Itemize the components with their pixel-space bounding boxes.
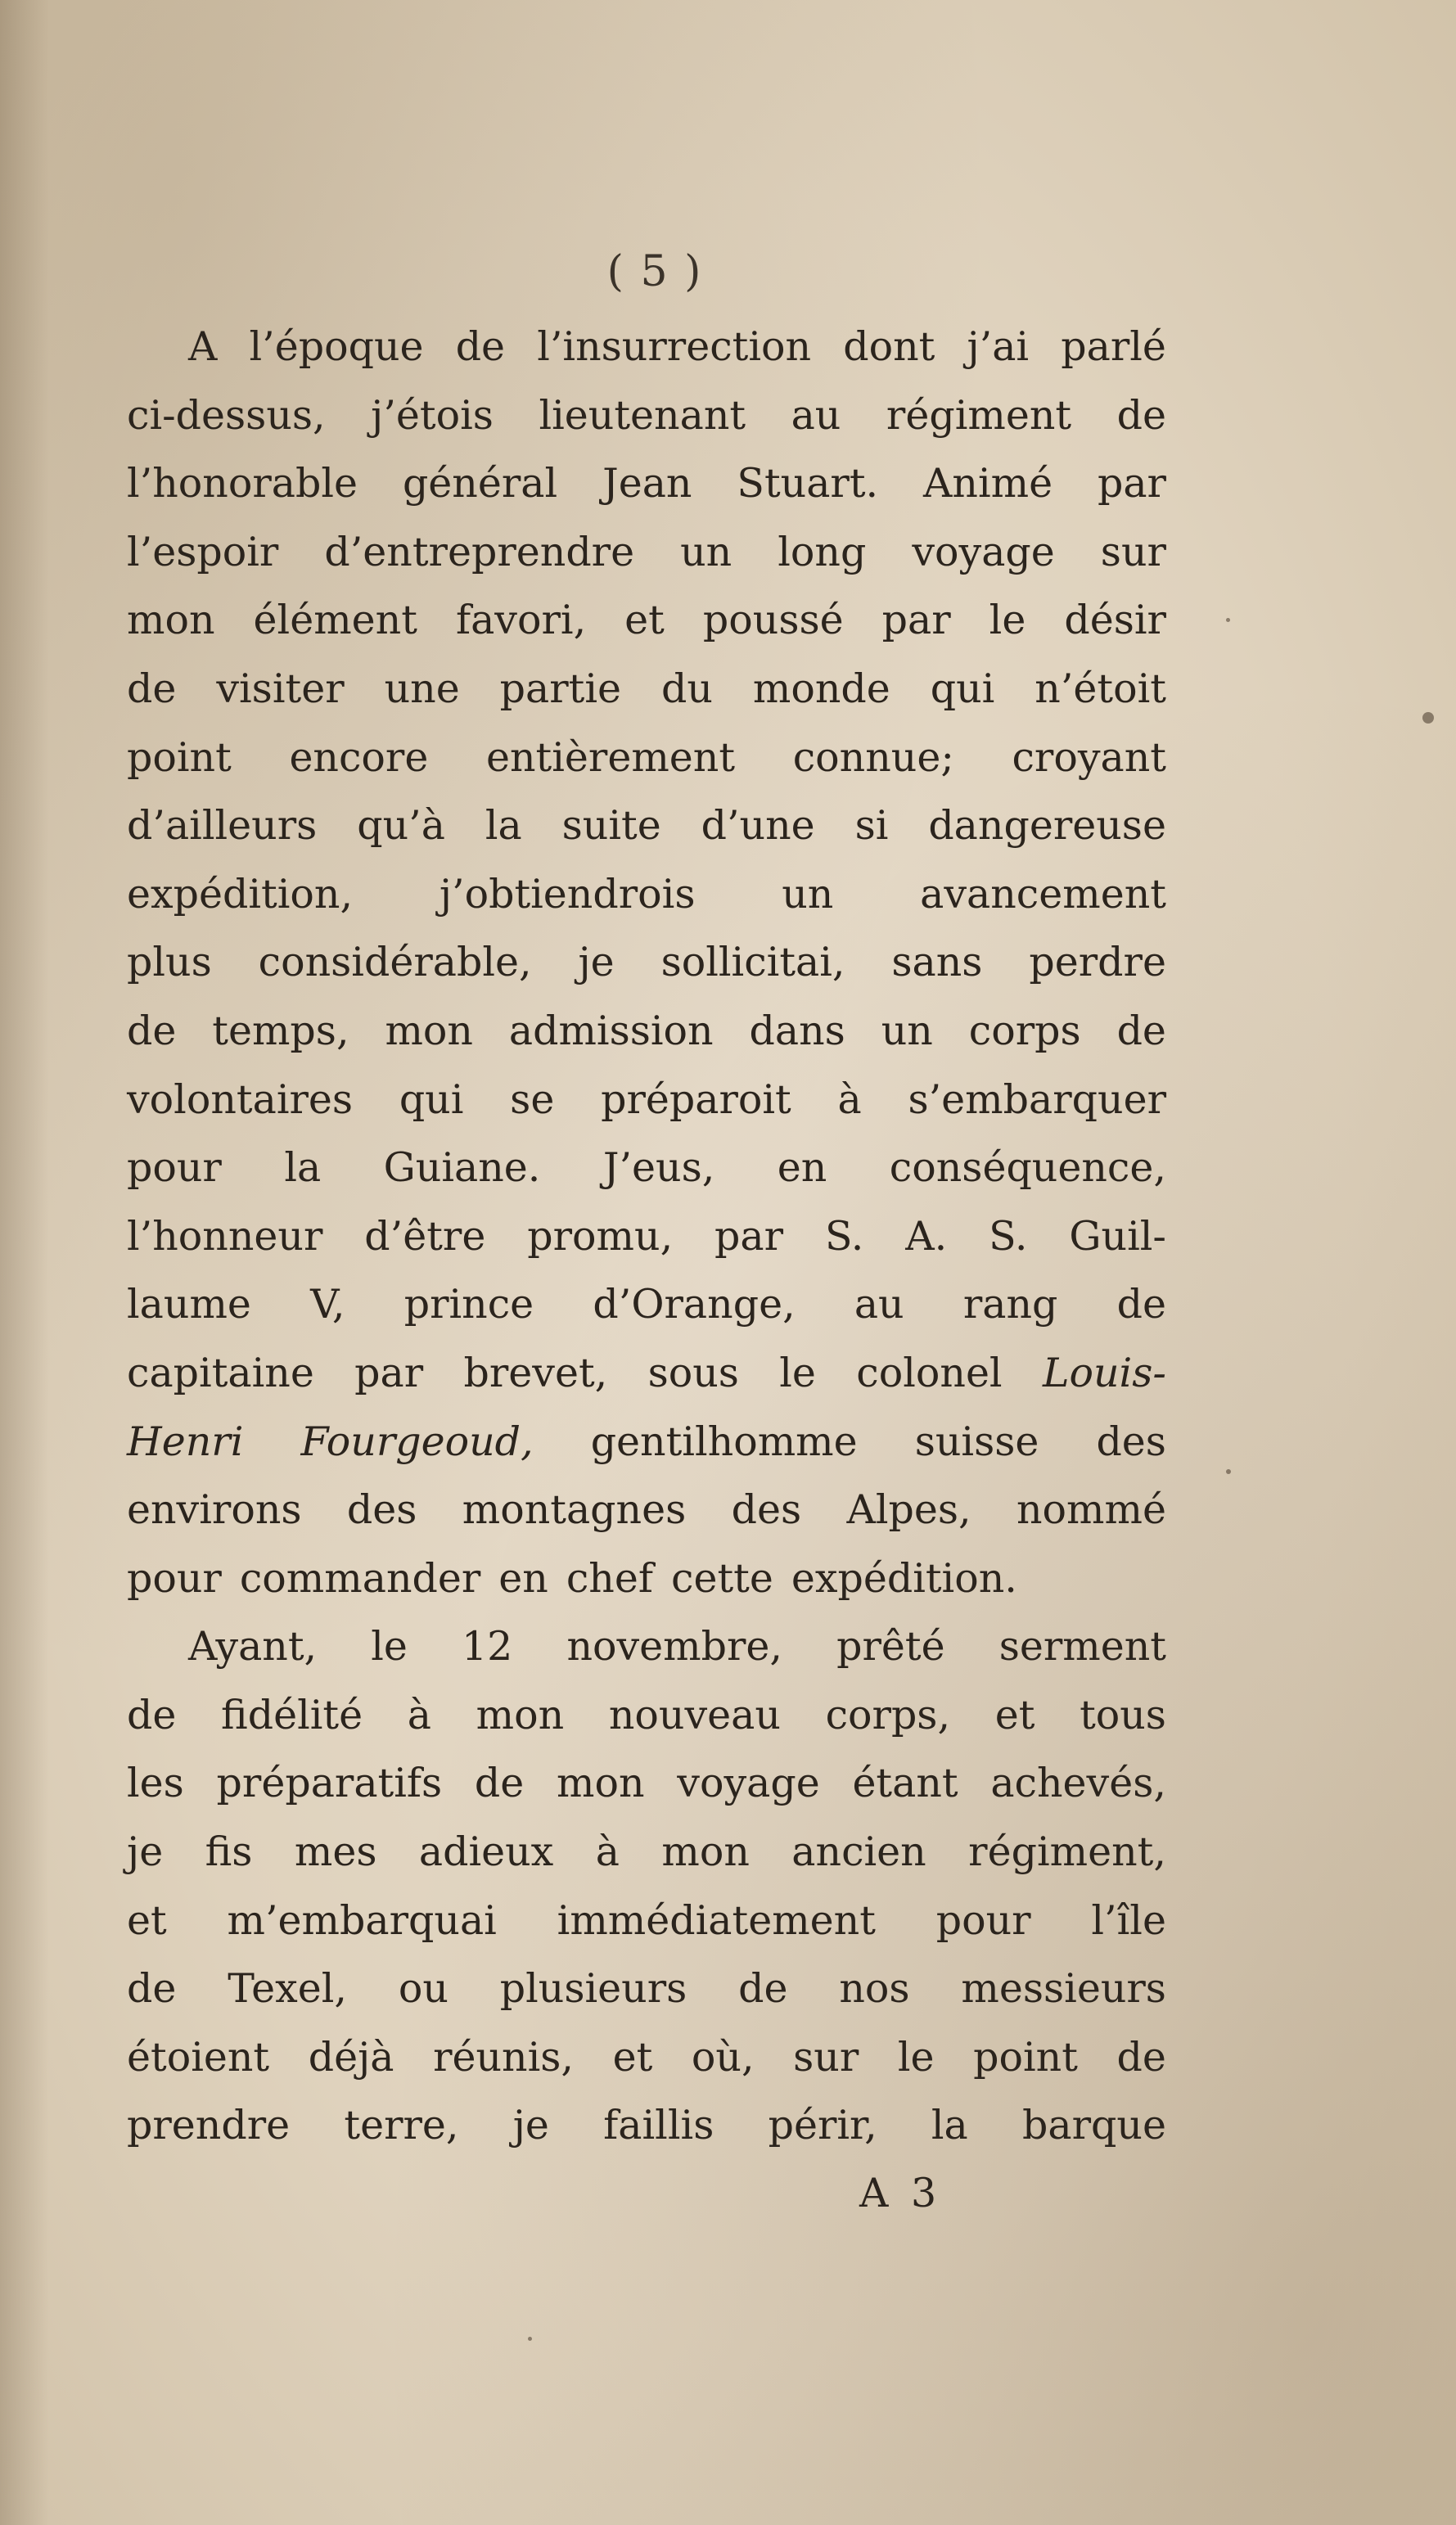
word: capitaine (127, 1349, 314, 1396)
word: la (931, 2102, 968, 2149)
word: adieux (418, 1828, 554, 1876)
text-line (127, 1476, 1166, 1544)
word: j’étois (371, 391, 494, 439)
word: rang (962, 1281, 1058, 1328)
page-number: ( 5 ) (606, 247, 703, 296)
word: Guiane. (383, 1144, 541, 1192)
word: mon (385, 1007, 473, 1054)
text-line (127, 928, 1166, 997)
word: Animé (923, 460, 1053, 507)
word: ancien (791, 1828, 926, 1876)
word: mon (476, 1691, 565, 1738)
word: s’embarquer (908, 1075, 1166, 1123)
text-line (127, 1066, 1166, 1134)
word: nouveau (608, 1691, 781, 1738)
word: du (660, 665, 713, 712)
word: connue; (792, 733, 954, 781)
word: l’honneur (127, 1212, 323, 1260)
word: V, (310, 1281, 345, 1328)
word: qui (930, 665, 995, 712)
word: cette (671, 1554, 773, 1602)
word: je (578, 939, 615, 986)
word: par (881, 597, 951, 644)
text-line (127, 381, 1166, 450)
word: messieurs (961, 1965, 1166, 2013)
word: j’obtiendrois (439, 870, 696, 918)
word: de (127, 665, 177, 712)
text-line (127, 791, 1166, 860)
word: plus (127, 939, 212, 986)
word: parlé (1061, 323, 1166, 370)
word: à (595, 1828, 620, 1876)
word: de (127, 1965, 177, 2013)
word: ci-dessus, (127, 391, 326, 439)
word: l’espoir (127, 528, 279, 575)
word: je (512, 2102, 549, 2149)
word: l’honorable (127, 460, 358, 507)
word: colonel (856, 1349, 1003, 1396)
word: Ayant, (188, 1623, 318, 1671)
text-line (127, 586, 1166, 655)
word: de (455, 323, 506, 370)
word: en (777, 1144, 827, 1192)
word: considérable, (258, 939, 532, 986)
word: commander (239, 1554, 481, 1602)
word: lieutenant (539, 391, 746, 439)
word: poussé (702, 597, 844, 644)
text-line (127, 313, 1166, 381)
word: suisse (914, 1418, 1039, 1465)
word: J’eus, (602, 1144, 715, 1192)
word: expédition, (127, 870, 354, 918)
page-edge-shadow (0, 0, 49, 2525)
word: des (1096, 1418, 1166, 1465)
word: fidélité (221, 1691, 363, 1738)
word: S. (824, 1212, 864, 1260)
word: Texel, (228, 1965, 347, 2013)
word: préparoit (601, 1075, 791, 1123)
word: la (284, 1144, 322, 1192)
text-line (127, 860, 1166, 929)
word: S. (989, 1212, 1028, 1260)
paper-spot (1226, 1469, 1231, 1474)
text-line (127, 1681, 1166, 1750)
word: par (714, 1212, 784, 1260)
word: où, (691, 2033, 755, 2081)
word: barque (1022, 2102, 1166, 2149)
word: de (738, 1965, 788, 2013)
word: général (402, 460, 558, 507)
text-line (127, 1339, 1166, 1408)
word: sous (647, 1349, 739, 1396)
word: Jean (602, 460, 692, 507)
signature-mark: A 3 (859, 2170, 942, 2216)
word: d’Orange, (593, 1281, 796, 1328)
word: long (778, 528, 867, 575)
word: d’une (701, 802, 815, 850)
paper-spot (1226, 618, 1230, 622)
word: encore (289, 733, 429, 781)
word: étoient (127, 2033, 270, 2081)
word: corps (968, 1007, 1081, 1054)
word: entièrement (486, 733, 736, 781)
word: voyage (912, 528, 1055, 575)
word: l’insurrection (537, 323, 812, 370)
word: point (973, 2033, 1078, 2081)
word: sur (793, 2033, 859, 2081)
word: en (498, 1554, 548, 1602)
word: immédiatement (557, 1896, 876, 1944)
word: si (854, 802, 889, 850)
word: désir (1064, 597, 1166, 644)
text-line (127, 997, 1166, 1066)
word: pour (127, 1144, 222, 1192)
word: Alpes, (846, 1486, 971, 1534)
word: prince (403, 1281, 534, 1328)
word: élément (253, 597, 417, 644)
word: perdre (1029, 939, 1166, 986)
word: mes (294, 1828, 377, 1876)
word: suite (561, 802, 661, 850)
word: régiment, (968, 1828, 1166, 1876)
text-line (127, 518, 1166, 587)
word: un (881, 1007, 933, 1054)
text-line (127, 2023, 1166, 2092)
word: la (485, 802, 522, 850)
word: gentilhomme (590, 1418, 858, 1465)
word: par (354, 1349, 424, 1396)
word: monde (752, 665, 890, 712)
word: une (384, 665, 460, 712)
word: les (127, 1760, 184, 1807)
word: se (510, 1075, 555, 1123)
word: pour (935, 1896, 1031, 1944)
word: prêté (836, 1623, 945, 1671)
word: Fourgeoud, (300, 1418, 534, 1465)
word: nommé (1016, 1486, 1166, 1534)
word: A (188, 323, 218, 370)
word: un (782, 870, 834, 918)
word: d’entreprendre (324, 528, 635, 575)
word: favori, (455, 597, 587, 644)
word: je (127, 1828, 164, 1876)
word: conséquence, (889, 1144, 1166, 1192)
word: ou (398, 1965, 449, 2013)
word: Henri (127, 1418, 244, 1465)
word: sollicitai, (660, 939, 845, 986)
word: avancement (920, 870, 1166, 918)
word: tous (1080, 1691, 1166, 1738)
paper-spot (528, 2337, 532, 2341)
word: à (837, 1075, 862, 1123)
word: A. (905, 1212, 948, 1260)
word: j’ai (967, 323, 1030, 370)
word: de (127, 1691, 177, 1738)
word: novembre, (566, 1623, 783, 1671)
word: croyant (1012, 733, 1166, 781)
word: dans (749, 1007, 845, 1054)
word: d’être (364, 1212, 486, 1260)
word: de (1116, 2033, 1166, 2081)
word: des (346, 1486, 417, 1534)
word: partie (499, 665, 622, 712)
word: préparatifs (216, 1760, 443, 1807)
word: promu, (527, 1212, 674, 1260)
word: au (791, 391, 841, 439)
word: et (127, 1896, 167, 1944)
word: qu’à (357, 802, 445, 850)
text-line (127, 1202, 1166, 1271)
word: étant (852, 1760, 958, 1807)
word: dont (843, 323, 935, 370)
word: à (407, 1691, 431, 1738)
word: environs (127, 1486, 302, 1534)
word: un (680, 528, 733, 575)
word: au (854, 1281, 904, 1328)
word: le (989, 597, 1026, 644)
word: et (612, 2033, 653, 2081)
word: montagnes (462, 1486, 687, 1534)
word: réunis, (433, 2033, 575, 2081)
text-line (127, 1408, 1166, 1477)
word: plusieurs (499, 1965, 687, 2013)
word: voyage (677, 1760, 820, 1807)
word: Guil- (1069, 1212, 1166, 1260)
word: admission (508, 1007, 714, 1054)
text-line (127, 2091, 1166, 2160)
word: n’étoit (1035, 665, 1166, 712)
word: Louis- (1042, 1349, 1166, 1396)
text-line (127, 1134, 1166, 1202)
word: de (127, 1007, 177, 1054)
word: prendre (127, 2102, 291, 2149)
word: terre, (344, 2102, 459, 2149)
word: pour (127, 1554, 222, 1602)
word: et (624, 597, 665, 644)
word: de (1116, 1007, 1166, 1054)
text-line (127, 449, 1166, 518)
word: 12 (461, 1623, 513, 1671)
word: serment (998, 1623, 1166, 1671)
word: mon (661, 1828, 750, 1876)
word: expédition. (791, 1554, 1017, 1602)
text-line (127, 1544, 1166, 1613)
word: de (474, 1760, 525, 1807)
word: qui (399, 1075, 464, 1123)
word: brevet, (463, 1349, 608, 1396)
word: déjà (308, 2033, 394, 2081)
word: périr, (768, 2102, 877, 2149)
word: d’ailleurs (127, 802, 318, 850)
word: mon (557, 1760, 645, 1807)
text-line (127, 1887, 1166, 1955)
word: Stuart. (737, 460, 879, 507)
word: de (1116, 391, 1166, 439)
text-line (127, 1612, 1166, 1681)
word: dangereuse (928, 802, 1166, 850)
text-line (127, 1818, 1166, 1887)
word: fis (205, 1828, 253, 1876)
word: sans (891, 939, 983, 986)
word: l’île (1091, 1896, 1166, 1944)
word: le (371, 1623, 408, 1671)
word: achevés, (990, 1760, 1166, 1807)
text-line (127, 1749, 1166, 1818)
text-line (127, 1955, 1166, 2023)
paper-spot (1422, 712, 1434, 724)
word: par (1097, 460, 1166, 507)
word: visiter (216, 665, 345, 712)
word: des (731, 1486, 802, 1534)
word: temps, (212, 1007, 349, 1054)
body-text (127, 313, 1166, 2160)
text-line (127, 724, 1166, 792)
word: le (897, 2033, 935, 2081)
word: régiment (886, 391, 1072, 439)
word: faillis (603, 2102, 714, 2149)
text-line (127, 1270, 1166, 1339)
word: corps, (825, 1691, 951, 1738)
text-line (127, 655, 1166, 724)
word: l’époque (249, 323, 424, 370)
word: le (779, 1349, 816, 1396)
word: chef (566, 1554, 653, 1602)
word: et (994, 1691, 1035, 1738)
word: sur (1100, 528, 1166, 575)
word: volontaires (127, 1075, 354, 1123)
word: m’embarquai (227, 1896, 497, 1944)
word: nos (839, 1965, 910, 2013)
word: mon (127, 597, 215, 644)
word: laume (127, 1281, 251, 1328)
word: point (127, 733, 232, 781)
word: de (1116, 1281, 1166, 1328)
